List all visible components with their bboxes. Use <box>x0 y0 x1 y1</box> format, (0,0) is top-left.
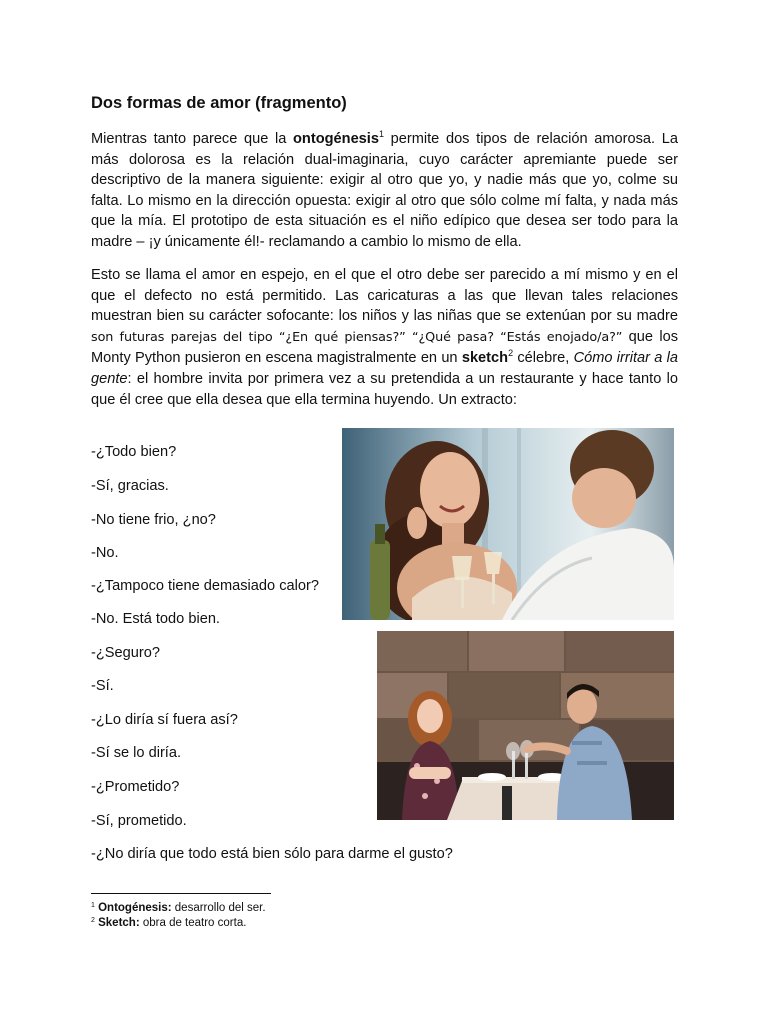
term-ontogenesis: ontogénesis <box>293 131 379 147</box>
footnote-2-number: 2 <box>91 917 95 924</box>
footnote-ref-1: 1 <box>378 129 384 139</box>
paragraph-2-quote: son futuras parejas del tipo “¿En qué piensas?” “¿Qué pasa? “Estás enojado/a?” <box>91 329 623 345</box>
document-title <box>91 92 691 114</box>
footnote-2-text: obra de teatro corta. <box>139 917 247 929</box>
paragraph-1 <box>91 129 678 253</box>
term-sketch: sketch <box>461 350 509 367</box>
dialog-line: -Sí. <box>91 678 114 694</box>
title-subtitle: (fragmento) <box>250 94 347 112</box>
paragraph-2-text-d: : el hombre invita por primera vez a su pretendida a un restaurante y hace tanto lo que él cree que ella desea que ella termina huyendo. Un extracto: <box>91 370 678 408</box>
dialog-line: -No. Está todo bien. <box>91 611 220 627</box>
paragraph-2 <box>91 265 678 410</box>
footnote-1-number: 1 <box>91 902 95 909</box>
dialog-line: -¿Tampoco tiene demasiado calor? <box>91 578 319 594</box>
paragraph-2-text-b: que los Monty Python pusieron en escena magistralmente en un <box>91 328 678 367</box>
footnote-1-term: Ontogénesis: <box>98 902 172 914</box>
couple-dinner-photo <box>342 428 674 620</box>
dialog-line: -¿Todo bien? <box>91 444 177 460</box>
paragraph-2-text-c: célebre, <box>513 350 574 367</box>
footnote-1-text: desarrollo del ser. <box>171 902 266 914</box>
paragraph-1-text-a: Mientras tanto parece que la <box>91 131 294 147</box>
footnote-1 <box>91 901 266 915</box>
footnote-2-term: Sketch: <box>98 917 140 929</box>
footnote-separator <box>91 893 271 894</box>
dialog-line: -¿Lo diría sí fuera así? <box>91 712 238 728</box>
dialog-line: -No tiene frio, ¿no? <box>91 512 216 528</box>
dialog-line: -Sí, gracias. <box>91 478 169 494</box>
sketch-title: Cómo irritar a la gente <box>91 350 679 387</box>
dialog-line: -Sí se lo diría. <box>91 745 182 761</box>
footnote-ref-2: 2 <box>508 348 514 359</box>
footnote-2 <box>91 916 246 930</box>
awkward-date-photo <box>377 631 674 820</box>
dialog-line: -¿Seguro? <box>91 645 160 661</box>
title-bold: Dos formas de amor <box>91 94 251 112</box>
dialog-line: -¿No diría que todo está bien sólo para darme el gusto? <box>91 846 453 862</box>
paragraph-2-text-a: Esto se llama el amor en espejo, en el que el otro debe ser parecido a mí mismo y en el que el defecto no está permitido. Las caricaturas a las que llevan tales relaciones muestran bien su carácter sofocante: los niños y las niñas que se extenúan por su madre <box>91 267 678 325</box>
dialog-line: -No. <box>91 545 119 561</box>
dialog-line: -Sí, prometido. <box>91 813 187 829</box>
paragraph-1-text-b: permite dos tipos de relación amorosa. La más dolorosa es la relación dual-imaginaria, cuyo carácter apremiante puede ser descriptivo de la manera siguiente: exigir al otro que yo, y nadie más que yo, colme su falta. Lo mismo en la dirección opuesta: exigir al otro que sólo colme mí falta, y nada más que la mía. El prototipo de esta situación es el niño edípico que desea ser todo para la madre – ¡y únicamente él!- reclamando a cambio lo mismo de ella. <box>91 131 678 250</box>
dialog-line: -¿Prometido? <box>91 779 180 795</box>
